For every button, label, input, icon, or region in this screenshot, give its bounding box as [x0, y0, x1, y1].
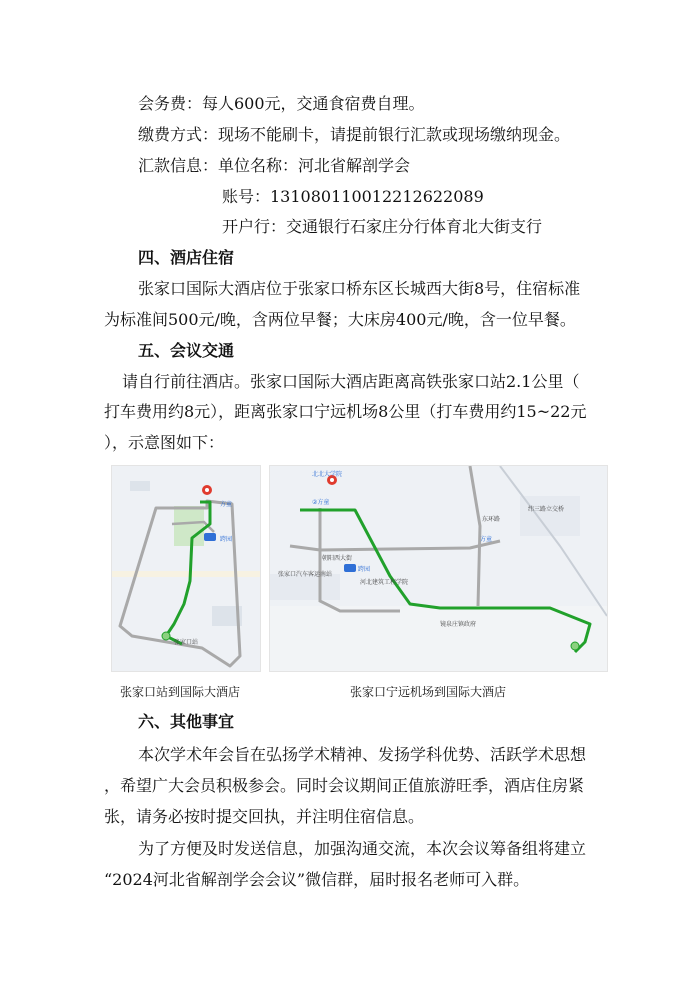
map-label: 跨园 [220, 536, 233, 543]
map-label: ②方童 [312, 499, 330, 506]
other-paragraph-line: “2024河北省解剖学会会议”微信群，届时报名老师可入群。 [104, 870, 530, 889]
meeting-fee-text: 会务费：每人600元，交通食宿费自理。 [138, 94, 425, 113]
account-number-text: 账号：13108011001221262​2089 [222, 187, 484, 206]
map-label: 方童 [220, 501, 233, 508]
bank-name-text: 开户行：交通银行石家庄分行体育北大街支行 [222, 217, 543, 236]
map-label: 跨园 [358, 566, 371, 573]
map-airport-to-hotel [269, 465, 608, 672]
map-label: 河北建筑工程学院 [360, 579, 409, 586]
other-paragraph-line: 张，请务必按时提交回执，并注明住宿信息。 [104, 807, 425, 826]
map-label: 方童 [480, 536, 493, 543]
map-label: 朝阳西大街 [322, 555, 353, 562]
map-label: 北北大学院 [312, 471, 343, 478]
map-label: 镜泉庄镇政府 [440, 621, 477, 628]
other-paragraph-line: 本次学术年会旨在弘扬学术精神、发扬学科优势、活跃学术思想 [138, 745, 587, 764]
section-heading-hotel: 四、酒店住宿 [138, 248, 235, 267]
map-station-to-hotel [111, 465, 261, 672]
section-heading-other: 六、其他事宜 [138, 712, 235, 731]
station-route-map-graphic [112, 466, 260, 671]
map-label: 张家口汽车客运南站 [278, 571, 333, 578]
map-caption-airport: 张家口宁远机场到国际大酒店 [350, 685, 507, 699]
transport-paragraph-line: ），示意图如下： [104, 433, 225, 452]
remit-info-text: 汇款信息：单位名称：河北省解剖学会 [138, 156, 411, 175]
section-heading-transport: 五、会议交通 [138, 341, 235, 360]
transport-paragraph-line: 请自行前往酒店。张家口国际大酒店距离高铁张家口站2.1公里（ [122, 372, 580, 391]
hotel-paragraph-line: 为标准间500元/晚，含两位早餐；大床房400元/晚，含一位早餐。 [104, 310, 576, 329]
map-caption-station: 张家口站到国际大酒店 [120, 685, 241, 699]
payment-method-text: 缴费方式：现场不能刷卡，请提前银行汇款或现场缴纳现金。 [138, 125, 571, 144]
other-paragraph-line: ，希望广大会员积极参会。同时会议期间正值旅游旺季，酒店住房紧 [104, 776, 585, 795]
other-paragraph-line: 为了方便及时发送信息，加强沟通交流，本次会议筹备组将建立 [138, 839, 587, 858]
map-label: 东环路 [482, 516, 501, 523]
map-label: 张家口站 [174, 639, 199, 646]
map-label: 纬三路立交桥 [528, 506, 565, 513]
hotel-paragraph-line: 张家口国际大酒店位于张家口桥东区长城西大街8号，住宿标准 [138, 279, 581, 298]
airport-route-map-graphic [270, 466, 607, 671]
transport-paragraph-line: 打车费用约8元），距离张家口宁远机场8公里（打车费用约15~22元 [104, 402, 587, 421]
